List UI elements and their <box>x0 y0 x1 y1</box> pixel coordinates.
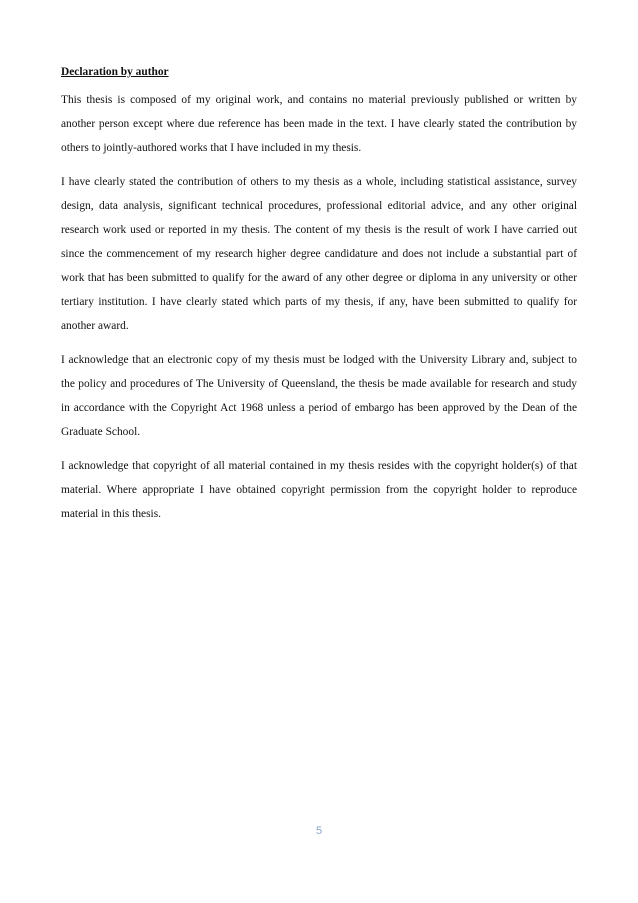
declaration-heading: Declaration by author <box>61 66 169 78</box>
paragraph-copyright: I acknowledge that copyright of all material contained in my thesis resides with the copyright holder(s) of that material. Where appropriate I have obtained copyright permission from the copyright holder to reproduce material in this thesis. <box>61 460 577 520</box>
page-content <box>61 60 577 536</box>
page-number: 5 <box>315 825 323 837</box>
paragraph-contribution-of-others: I have clearly stated the contribution of others to my thesis as a whole, including statistical assistance, survey design, data analysis, significant technical procedures, professional editorial advice, and any other original research work used or reported in my thesis. The content of my thesis is the result of work I have carried out since the commencement of my research higher degree candidature and does not include a substantial part of work that has been submitted to qualify for the award of any other degree or diploma in any university or other tertiary institution. I have clearly stated which parts of my thesis, if any, have been submitted to qualify for another award. <box>61 176 577 332</box>
paragraph-electronic-copy: I acknowledge that an electronic copy of my thesis must be lodged with the University Library and, subject to the policy and procedures of The University of Queensland, the thesis be made available for research and study in accordance with the Copyright Act 1968 unless a period of embargo has been approved by the Dean of the Graduate School. <box>61 354 577 438</box>
paragraph-original-work: This thesis is composed of my original work, and contains no material previously published or written by another person except where due reference has been made in the text. I have clearly stated the contribution by others to jointly-authored works that I have included in my thesis. <box>61 94 577 154</box>
